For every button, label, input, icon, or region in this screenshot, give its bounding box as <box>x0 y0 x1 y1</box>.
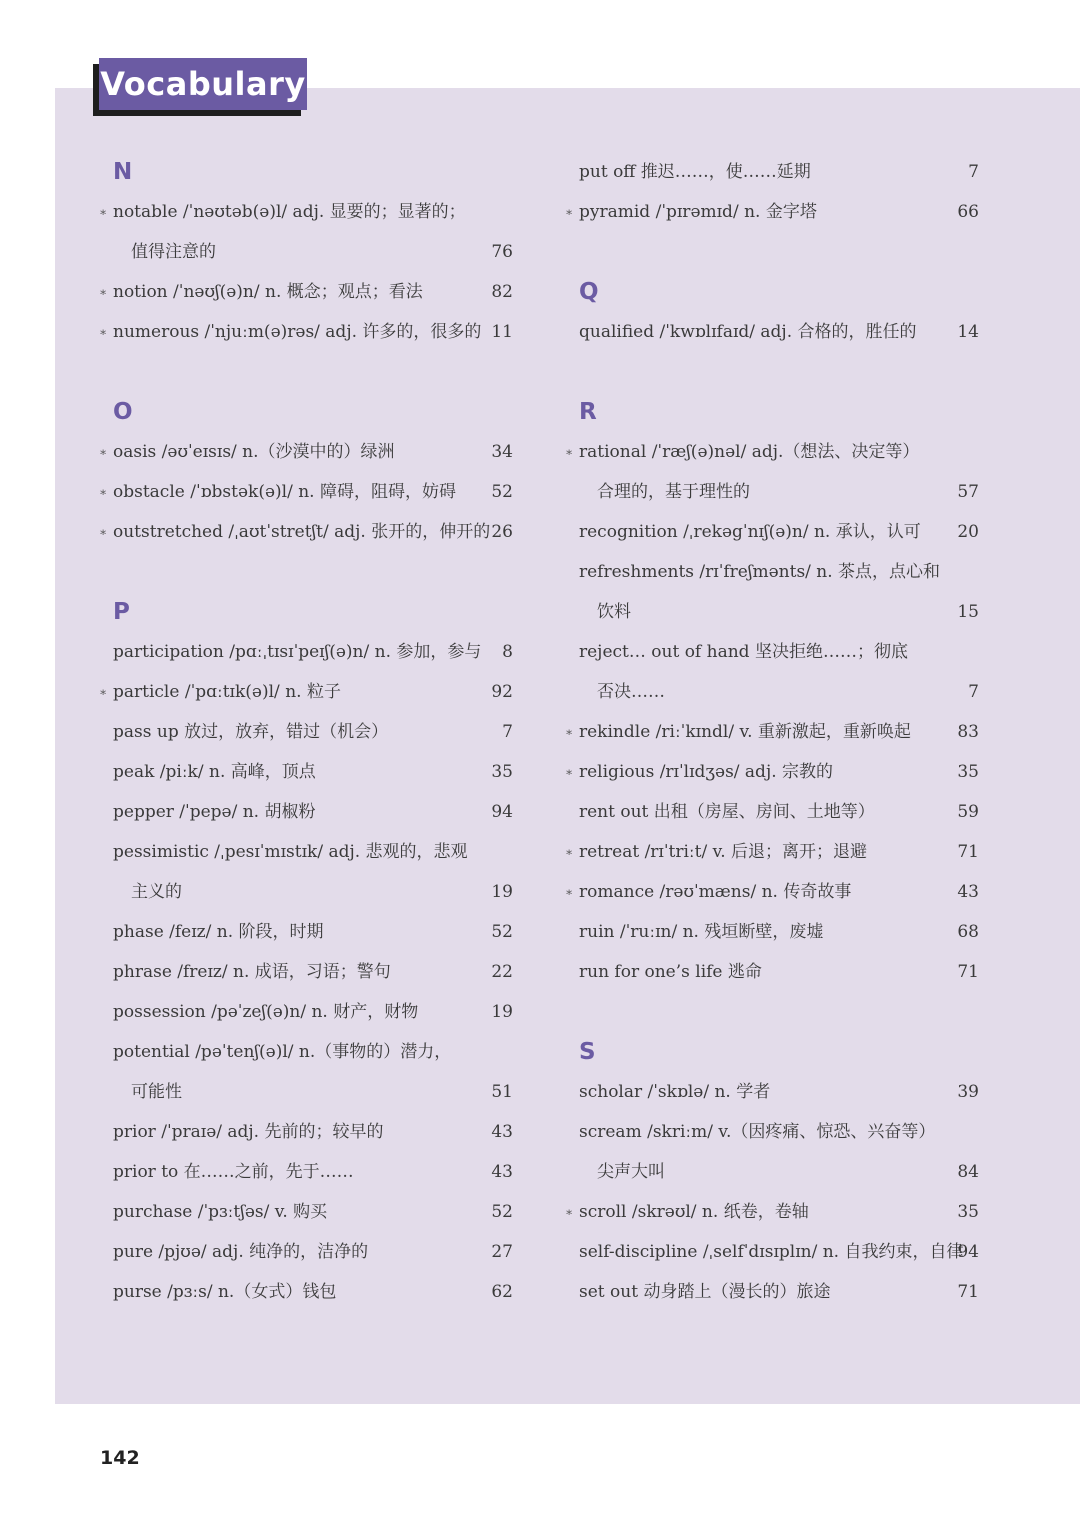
entry-page: 51 <box>491 1082 513 1102</box>
vocab-entry <box>95 192 515 232</box>
star-icon: ∗ <box>565 845 574 859</box>
vocab-entry <box>95 1232 515 1272</box>
vocab-entry <box>561 1112 981 1152</box>
entry-page: 71 <box>957 842 979 862</box>
star-icon: ∗ <box>565 445 574 459</box>
entry-text: outstretched /ˌaʊtˈstretʃt/ adj. 张开的，伸开的 <box>113 522 491 542</box>
entry-text: rekindle /riːˈkɪndl/ v. 重新激起，重新唤起 <box>579 722 911 742</box>
entry-page: 66 <box>957 202 979 222</box>
entry-continuation <box>95 1072 515 1112</box>
vocab-entry <box>561 1272 981 1312</box>
section-letter: N <box>113 159 133 185</box>
entry-text: 值得注意的 <box>131 242 216 262</box>
entry-text: pepper /ˈpepə/ n. 胡椒粉 <box>113 802 316 822</box>
entry-continuation <box>95 232 515 272</box>
entry-continuation <box>95 872 515 912</box>
entry-text: purse /pɜːs/ n.（女式）钱包 <box>113 1282 337 1302</box>
vocab-entry <box>561 752 981 792</box>
right-column <box>561 152 981 1312</box>
section-gap <box>561 992 981 1032</box>
entry-page: 27 <box>491 1242 513 1262</box>
vocab-entry <box>561 952 981 992</box>
section-letter: Q <box>579 279 599 305</box>
star-icon: ∗ <box>565 765 574 779</box>
entry-page: 59 <box>957 802 979 822</box>
entry-page: 35 <box>957 762 979 782</box>
vocab-entry <box>95 1112 515 1152</box>
entry-text: put off 推迟……，使……延期 <box>579 162 811 182</box>
vocab-entry <box>95 1032 515 1072</box>
entry-page: 14 <box>957 322 979 342</box>
section-gap <box>561 232 981 272</box>
star-icon: ∗ <box>99 525 108 539</box>
entry-text: romance /rəʊˈmæns/ n. 传奇故事 <box>579 882 852 902</box>
entry-text: possession /pəˈzeʃ(ə)n/ n. 财产，财物 <box>113 1002 419 1022</box>
vocab-entry <box>561 832 981 872</box>
entry-text: qualified /ˈkwɒlɪfaɪd/ adj. 合格的，胜任的 <box>579 322 917 342</box>
vocab-entry <box>561 1072 981 1112</box>
entry-text: potential /pəˈtenʃ(ə)l/ n.（事物的）潜力， <box>113 1042 452 1062</box>
section-gap <box>95 552 515 592</box>
entry-page: 8 <box>502 642 513 662</box>
vocab-entry <box>561 632 981 672</box>
page-title: Vocabulary <box>99 58 307 110</box>
entry-page: 94 <box>957 1242 979 1262</box>
vocab-entry <box>95 1192 515 1232</box>
entry-text: pyramid /ˈpɪrəmɪd/ n. 金字塔 <box>579 202 817 222</box>
entry-page: 71 <box>957 1282 979 1302</box>
vocab-entry <box>561 152 981 192</box>
entry-text: prior /ˈpraɪə/ adj. 先前的；较早的 <box>113 1122 384 1142</box>
entry-text: scream /skriːm/ v.（因疼痛、惊恐、兴奋等） <box>579 1122 936 1142</box>
entry-page: 20 <box>957 522 979 542</box>
entry-page: 39 <box>957 1082 979 1102</box>
vocab-entry <box>95 792 515 832</box>
vocab-entry <box>561 512 981 552</box>
entry-text: prior to 在……之前，先于…… <box>113 1162 354 1182</box>
star-icon: ∗ <box>565 205 574 219</box>
vocab-entry <box>561 552 981 592</box>
entry-text: pure /pjʊə/ adj. 纯净的，洁净的 <box>113 1242 369 1262</box>
entry-text: 合理的，基于理性的 <box>597 482 750 502</box>
entry-text: 尖声大叫 <box>597 1162 665 1182</box>
entry-page: 57 <box>957 482 979 502</box>
entry-text: scroll /skrəʊl/ n. 纸卷，卷轴 <box>579 1202 809 1222</box>
entry-page: 26 <box>491 522 513 542</box>
entry-continuation <box>561 672 981 712</box>
section-letter: S <box>579 1039 596 1065</box>
entry-page: 7 <box>502 722 513 742</box>
section-gap <box>95 352 515 392</box>
vocab-entry <box>95 912 515 952</box>
entry-page: 19 <box>491 882 513 902</box>
star-icon: ∗ <box>99 325 108 339</box>
entry-text: reject… out of hand 坚决拒绝……；彻底 <box>579 642 908 662</box>
entry-text: obstacle /ˈɒbstək(ə)l/ n. 障碍，阻碍，妨碍 <box>113 482 456 502</box>
entry-text: religious /rɪˈlɪdʒəs/ adj. 宗教的 <box>579 762 834 782</box>
entry-text: oasis /əʊˈeɪsɪs/ n.（沙漠中的）绿洲 <box>113 442 395 462</box>
vocab-entry <box>95 712 515 752</box>
vocab-entry <box>95 272 515 312</box>
star-icon: ∗ <box>99 205 108 219</box>
section-letter: P <box>113 599 130 625</box>
star-icon: ∗ <box>99 445 108 459</box>
entry-text: peak /piːk/ n. 高峰，顶点 <box>113 762 316 782</box>
section-gap <box>561 352 981 392</box>
entry-text: notable /ˈnəʊtəb(ə)l/ adj. 显要的；显著的； <box>113 202 466 222</box>
entry-page: 82 <box>491 282 513 302</box>
left-column <box>95 152 515 1312</box>
entry-text: participation /pɑːˌtɪsɪˈpeɪʃ(ə)n/ n. 参加，参与 <box>113 642 482 662</box>
vocab-entry <box>561 912 981 952</box>
entry-page: 7 <box>968 162 979 182</box>
entry-page: 43 <box>491 1162 513 1182</box>
entry-text: pass up 放过，放弃，错过（机会） <box>113 722 389 742</box>
entry-page: 76 <box>491 242 513 262</box>
vocab-entry <box>95 1152 515 1192</box>
entry-page: 43 <box>491 1122 513 1142</box>
entry-text: set out 动身踏上（漫长的）旅途 <box>579 1282 831 1302</box>
entry-text: numerous /ˈnjuːm(ə)rəs/ adj. 许多的，很多的 <box>113 322 482 342</box>
section-letter: O <box>113 399 133 425</box>
vocab-entry <box>95 992 515 1032</box>
entry-text: ruin /ˈruːɪn/ n. 残垣断壁，废墟 <box>579 922 824 942</box>
entry-text: pessimistic /ˌpesɪˈmɪstɪk/ adj. 悲观的，悲观 <box>113 842 468 862</box>
vocab-entry <box>95 512 515 552</box>
entry-text: notion /ˈnəʊʃ(ə)n/ n. 概念；观点；看法 <box>113 282 423 302</box>
entry-text: particle /ˈpɑːtɪk(ə)l/ n. 粒子 <box>113 682 341 702</box>
vocab-entry <box>95 752 515 792</box>
entry-text: refreshments /rɪˈfreʃmənts/ n. 茶点，点心和 <box>579 562 941 582</box>
entry-page: 52 <box>491 1202 513 1222</box>
star-icon: ∗ <box>99 485 108 499</box>
star-icon: ∗ <box>565 885 574 899</box>
entry-text: purchase /ˈpɜːtʃəs/ v. 购买 <box>113 1202 328 1222</box>
entry-text: scholar /ˈskɒlə/ n. 学者 <box>579 1082 771 1102</box>
vocab-entry <box>95 472 515 512</box>
star-icon: ∗ <box>565 1205 574 1219</box>
entry-text: 饮料 <box>597 602 631 622</box>
vocab-entry <box>95 312 515 352</box>
entry-page: 11 <box>491 322 513 342</box>
vocab-entry <box>561 792 981 832</box>
vocab-entry <box>561 312 981 352</box>
entry-page: 34 <box>491 442 513 462</box>
entry-text: phrase /freɪz/ n. 成语，习语；警句 <box>113 962 391 982</box>
entry-page: 92 <box>491 682 513 702</box>
vocab-entry <box>561 712 981 752</box>
entry-text: 主义的 <box>131 882 182 902</box>
entry-page: 15 <box>957 602 979 622</box>
entry-page: 52 <box>491 482 513 502</box>
vocab-entry <box>561 872 981 912</box>
vocab-entry <box>95 632 515 672</box>
entry-page: 22 <box>491 962 513 982</box>
entry-page: 7 <box>968 682 979 702</box>
vocab-entry <box>561 192 981 232</box>
entry-page: 71 <box>957 962 979 982</box>
section-letter: R <box>579 399 597 425</box>
vocab-entry <box>95 832 515 872</box>
vocab-entry <box>95 1272 515 1312</box>
star-icon: ∗ <box>99 285 108 299</box>
entry-page: 62 <box>491 1282 513 1302</box>
star-icon: ∗ <box>99 685 108 699</box>
vocab-entry <box>95 432 515 472</box>
entry-text: run for one’s life 逃命 <box>579 962 762 982</box>
entry-text: 否决…… <box>597 682 665 702</box>
entry-page: 19 <box>491 1002 513 1022</box>
entry-text: rent out 出租（房屋、房间、土地等） <box>579 802 875 822</box>
entry-text: recognition /ˌrekəgˈnɪʃ(ə)n/ n. 承认，认可 <box>579 522 921 542</box>
entry-text: self-discipline /ˌselfˈdɪsɪplɪn/ n. 自我约束，自律 <box>579 1242 964 1262</box>
entry-text: phase /feɪz/ n. 阶段，时期 <box>113 922 324 942</box>
entry-page: 35 <box>491 762 513 782</box>
entry-page: 94 <box>491 802 513 822</box>
vocab-entry <box>95 952 515 992</box>
vocab-entry <box>561 432 981 472</box>
entry-page: 83 <box>957 722 979 742</box>
vocab-entry <box>561 1232 981 1272</box>
entry-text: retreat /rɪˈtriːt/ v. 后退；离开；退避 <box>579 842 868 862</box>
entry-page: 52 <box>491 922 513 942</box>
entry-text: rational /ˈræʃ(ə)nəl/ adj.（想法、决定等） <box>579 442 920 462</box>
entry-text: 可能性 <box>131 1082 182 1102</box>
entry-page: 84 <box>957 1162 979 1182</box>
star-icon: ∗ <box>565 725 574 739</box>
entry-page: 35 <box>957 1202 979 1222</box>
vocab-entry <box>95 672 515 712</box>
entry-continuation <box>561 472 981 512</box>
page-number: 142 <box>100 1447 140 1469</box>
entry-continuation <box>561 1152 981 1192</box>
entry-continuation <box>561 592 981 632</box>
entry-page: 68 <box>957 922 979 942</box>
entry-page: 43 <box>957 882 979 902</box>
vocab-entry <box>561 1192 981 1232</box>
